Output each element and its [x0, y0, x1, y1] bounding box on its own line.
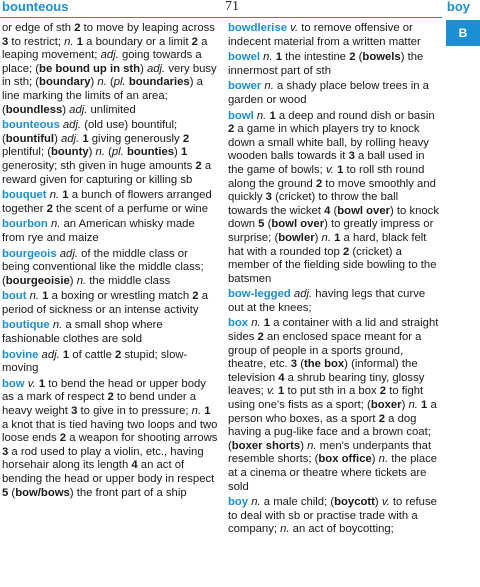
- entry-definition: n. a small shop where fashionable clothes are sold: [2, 319, 163, 346]
- dictionary-entry: [228, 22, 440, 49]
- dictionary-entry: [2, 319, 218, 346]
- entry-definition: adj. having legs that curve out at the knees;: [228, 288, 426, 314]
- entry-definition: v. 1 to bend the head or upper body as a mark of respect 2 to bend under a heavy weight 3 to give in to pressure; n. 1 a knot that is tied having two loops and two loose ends 2 a weapon for shooting arrows 3 a rod used to play a violin, etc., having horsehair along its length 4 an act of bending the head or upper body in respect 5 (bow/bows) the front part of a ship: [2, 377, 218, 499]
- entry-definition: n. a shady place below trees in a garden or wood: [228, 80, 429, 106]
- dictionary-entry: [2, 22, 218, 117]
- entry-definition: n. 1 a bunch of flowers arranged together 2 the scent of a perfume or wine: [2, 189, 212, 215]
- dictionary-entry: [2, 290, 218, 317]
- entry-headword: boutique: [2, 319, 50, 332]
- entry-headword: bower: [228, 80, 262, 93]
- dictionary-entry: [2, 189, 218, 216]
- dictionary-entry: [2, 218, 218, 245]
- dictionary-entry: [228, 288, 440, 315]
- dictionary-entry: [2, 378, 218, 500]
- left-column: [2, 22, 218, 502]
- left-guide-word: bounteous: [2, 0, 69, 14]
- entry-headword: bout: [2, 290, 27, 303]
- entry-headword: bow: [2, 377, 25, 390]
- entry-headword: bowl: [228, 109, 254, 122]
- entry-headword: bovine: [2, 348, 39, 361]
- right-column: [228, 22, 440, 539]
- letter-tab: B: [446, 20, 480, 46]
- dictionary-entry: [228, 317, 440, 494]
- entry-definition: n. 1 the intestine 2 (bowels) the innermost part of sth: [228, 51, 424, 77]
- entry-headword: boy: [228, 496, 249, 509]
- entry-definition: n. an American whisky made from rye and maize: [2, 218, 195, 244]
- entry-headword: bowdlerise: [228, 22, 288, 34]
- entry-headword: bourbon: [2, 218, 48, 231]
- entry-headword: bounteous: [2, 119, 60, 132]
- dictionary-entry: [2, 349, 218, 376]
- entry-headword: bow-legged: [228, 288, 291, 301]
- dictionary-entry: [228, 496, 440, 537]
- entry-definition: n. 1 a deep and round dish or basin 2 a game in which players try to knock down a small white ball, by rolling heavy wooden balls towards it 3 a ball used in the game of bowls; v. 1 to roll sth round along the ground 2 to move smoothly and quickly 3 (cricket) to throw the ball towards the wicket 4 (bowl over) to knock down 5 (bowl over) to greatly impress or surprise; (bowler) n. 1 a hard, black felt hat with a rounded top 2 (cricket) a member of the fielding side bowling to the batsmen: [228, 109, 439, 285]
- entry-definition: n. 1 a boxing or wrestling match 2 a period of sickness or an intense activity: [2, 290, 208, 316]
- dictionary-entry: [228, 110, 440, 287]
- right-guide-word: boy: [446, 0, 470, 14]
- entry-definition: v. to remove offensive or indecent material from a written matter: [228, 22, 421, 48]
- entry-definition: or edge of sth 2 to move by leaping across 3 to restrict; n. 1 a boundary or a limit 2 a leaping movement; adj. going towards a place; (be bound up in sth) adj. very busy in sth; (boundary) n. (pl. boundaries) a line marking the limits of an area; (boundless) adj. unlimited: [2, 22, 217, 116]
- header-rule: [0, 17, 442, 18]
- entry-headword: bourgeois: [2, 247, 57, 260]
- dictionary-entry: [228, 51, 440, 78]
- entry-headword: box: [228, 317, 249, 330]
- entry-definition: n. a male child; (boycott) v. to refuse to deal with sb or practise trade with a company; n. an act of boycotting;: [228, 496, 437, 536]
- page-number: 71: [225, 0, 239, 14]
- entry-definition: adj. 1 of cattle 2 stupid; slow-moving: [2, 348, 188, 375]
- page-header: [0, 0, 480, 16]
- entry-definition: n. 1 a container with a lid and straight sides 2 an enclosed space meant for a group of people in a sports ground, theatre, etc. 3 (the box) (informal) the television 4 a shrub bearing tiny, glossy leaves; v. 1 to put sth in a box 2 to fight using one's fists as a sport; (boxer) n. 1 a person who boxes, as a sport 2 a dog having a pug-like face and a brown coat; (boxer shorts) n. men's underpants that resemble shorts; (box office) n. the place at a cinema or theatre where tickets are sold: [228, 317, 439, 493]
- dictionary-entry: [228, 80, 440, 107]
- entry-definition: adj. (old use) bountiful; (bountiful) adj. 1 giving generously 2 plentiful; (bounty) n. (pl. bounties) 1 generosity; sth given in huge amounts 2 a reward given for capturing or killing sb: [2, 119, 212, 186]
- entry-headword: bouquet: [2, 189, 47, 202]
- entry-definition: adj. of the middle class or being conventional like the middle class; (bourgeoisie) n. the middle class: [2, 247, 204, 287]
- dictionary-entry: [2, 119, 218, 187]
- entry-headword: bowel: [228, 51, 261, 64]
- dictionary-entry: [2, 248, 218, 289]
